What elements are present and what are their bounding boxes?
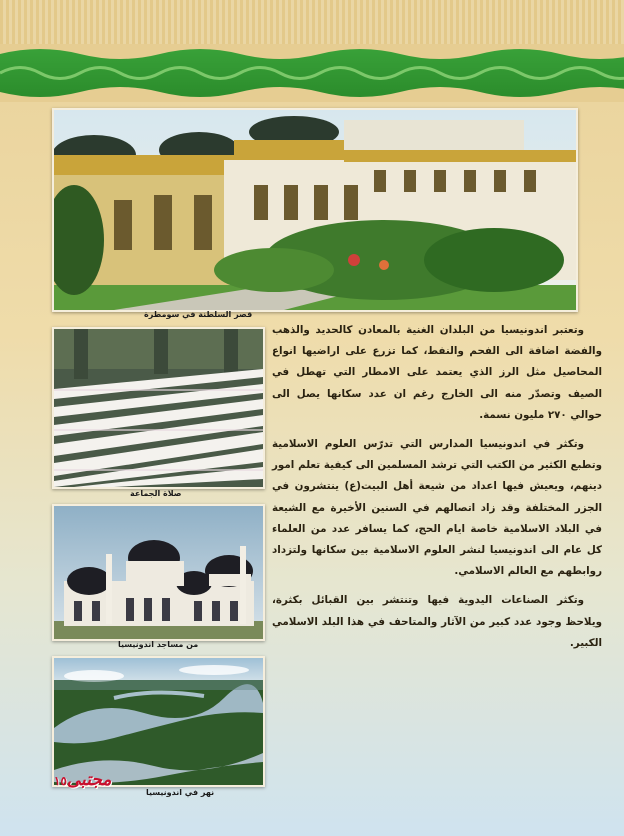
- magazine-logo-text: مجتبى: [66, 770, 112, 790]
- prayer-caption: صلاة الجماعة: [130, 489, 182, 498]
- page-number: ١٥: [54, 774, 67, 788]
- prayer-photo: [52, 327, 265, 489]
- mosque-caption: من مساجد اندونيسيا: [118, 640, 199, 649]
- decorative-green-band: [0, 44, 624, 102]
- article-body: [272, 320, 602, 662]
- magazine-logo: [54, 770, 116, 792]
- river-caption: نهر في اندونيسيا: [146, 788, 215, 797]
- article-paragraph-3: وتكثر الصناعات اليدوية فيها وتنتشر بين القبائل بكثرة، ويلاحظ وجود عدد كبير من الآثار والمتاحف في هذا البلد الاسلامي الكبير.: [272, 594, 602, 649]
- mosque-photo: [52, 504, 265, 641]
- decorative-top-band: [0, 0, 624, 50]
- palace-photo: [52, 108, 578, 312]
- palace-caption: قصر السلطنة في سومطرة: [144, 310, 253, 319]
- article-paragraph-1: وتعتبر اندونيسيا من البلدان الغنية بالمعادن كالحديد والذهب والفضة اضافة الى الفحم والنفط، كما تزرع على اراضيها انواع المحاصيل مثل الرز الذي يعتمد على الامطار التي تهطل في الصيف وتصدّر منه الى الخارج رغم ان عدد سكانها يصل الى حوالي ٢٧٠ مليون نسمة.: [272, 324, 602, 421]
- river-photo: [52, 656, 265, 787]
- article-paragraph-2: وتكثر في اندونيسيا المدارس التي تدرّس العلوم الاسلامية وتطبع الكثير من الكتب التي ترشد المسلمين الى كيفية تعلم امور دينهم، ويعيش فيها اعداد من شيعة أهل البيت(ع) ينتشرون في الجزر المختلفة وقد زاد اتصالهم في السنين الأخيرة مع الشيعة في البلاد الاسلامية خاصة ايام الحج، كما يسافر عدد من العلماء كل عام الى اندونيسيا لنشر العلوم الاسلامية بين سكانها ولتزداد روابطهم مع العالم الاسلامي.: [272, 438, 602, 578]
